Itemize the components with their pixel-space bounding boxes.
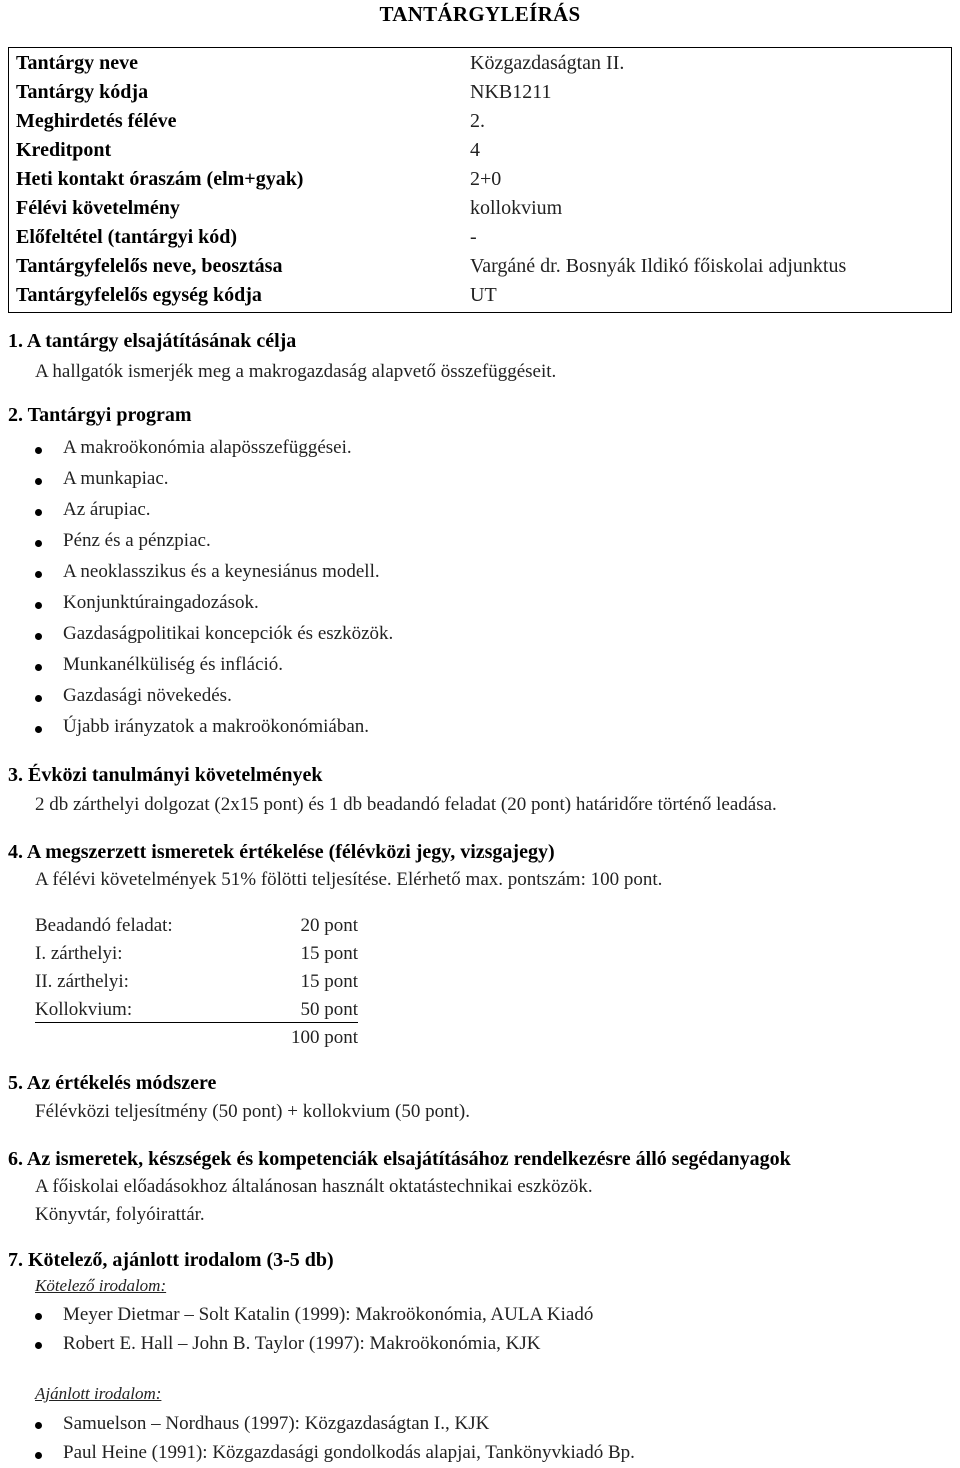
- section-6-heading: 6. Az ismeretek, készségek és kompetenciák elsajátításához rendelkezésre álló segédanyagok: [8, 1148, 791, 1170]
- info-label: Tantárgyfelelős egység kódja: [16, 284, 262, 306]
- info-value: Közgazdaságtan II.: [470, 52, 625, 74]
- score-value: 15 pont: [300, 943, 358, 964]
- section-3-text: 2 db zárthelyi dolgozat (2x15 pont) és 1 db beadandó feladat (20 pont) határidőre történő leadása.: [35, 794, 777, 815]
- score-label: Beadandó feladat:: [35, 915, 173, 936]
- bullet-icon: [35, 695, 42, 702]
- bullet-icon: [35, 602, 42, 609]
- info-value: -: [470, 226, 477, 248]
- info-row-credits: [9, 136, 951, 165]
- bullet-icon: [35, 447, 42, 454]
- bullet-icon: [35, 1452, 42, 1459]
- info-row-prerequisite: [9, 223, 951, 252]
- info-label: Tantárgyfelelős neve, beosztása: [16, 255, 283, 277]
- page-title: TANTÁRGYLEÍRÁS: [379, 2, 581, 26]
- bullet-icon: [35, 664, 42, 671]
- bullet-icon: [35, 509, 42, 516]
- score-value: 20 pont: [300, 915, 358, 936]
- bullet-icon: [35, 540, 42, 547]
- required-literature-item: Robert E. Hall – John B. Taylor (1997): Makroökonómia, KJK: [63, 1333, 541, 1354]
- info-value: Vargáné dr. Bosnyák Ildikó főiskolai adjunktus: [470, 255, 847, 277]
- bullet-icon: [35, 571, 42, 578]
- program-item: A makroökonómia alapösszefüggései.: [63, 437, 352, 458]
- score-value: 15 pont: [300, 971, 358, 992]
- info-label: Heti kontakt óraszám (elm+gyak): [16, 168, 304, 190]
- score-label: II. zárthelyi:: [35, 971, 129, 992]
- info-row-code: [9, 78, 951, 107]
- recommended-literature-item: Paul Heine (1991): Közgazdasági gondolkodás alapjai, Tankönyvkiadó Bp.: [63, 1442, 635, 1463]
- recommended-literature-item: Samuelson – Nordhaus (1997): Közgazdaságtan I., KJK: [63, 1413, 490, 1434]
- program-item: Pénz és a pénzpiac.: [63, 530, 211, 551]
- program-item: A munkapiac.: [63, 468, 169, 489]
- bullet-icon: [35, 1313, 42, 1320]
- course-info-table: [8, 47, 952, 313]
- program-item: Gazdaságpolitikai koncepciók és eszközök.: [63, 623, 394, 644]
- info-label: Kreditpont: [16, 139, 112, 161]
- program-item: Konjunktúraingadozások.: [63, 592, 259, 613]
- info-value: UT: [470, 284, 497, 306]
- section-5-text: Félévközi teljesítmény (50 pont) + kollokvium (50 pont).: [35, 1101, 470, 1122]
- section-7-heading: 7. Kötelező, ajánlott irodalom (3-5 db): [8, 1249, 334, 1271]
- info-value: 2.: [470, 110, 485, 132]
- score-value: 50 pont: [300, 999, 358, 1020]
- bullet-icon: [35, 1342, 42, 1349]
- section-4-heading: 4. A megszerzett ismeretek értékelése (félévközi jegy, vizsgajegy): [8, 841, 555, 863]
- score-label: I. zárthelyi:: [35, 943, 123, 964]
- score-total: 100 pont: [290, 1027, 358, 1048]
- section-4-text: A félévi követelmények 51% fölötti teljesítése. Elérhető max. pontszám: 100 pont.: [35, 869, 663, 890]
- program-item: A neoklasszikus és a keynesiánus modell.: [63, 561, 380, 582]
- info-label: Félévi követelmény: [16, 197, 180, 219]
- info-value: kollokvium: [470, 197, 563, 219]
- program-item: Újabb irányzatok a makroökonómiában.: [63, 716, 370, 737]
- section-3-heading: 3. Évközi tanulmányi követelmények: [8, 764, 323, 786]
- program-item: Munkanélküliség és infláció.: [63, 654, 284, 675]
- info-row-unit: [9, 281, 951, 310]
- info-value: NKB1211: [470, 81, 552, 103]
- bullet-icon: [35, 478, 42, 485]
- section-6-line: Könyvtár, folyóirattár.: [35, 1204, 205, 1225]
- info-row-name: [9, 49, 951, 78]
- info-label: Tantárgy neve: [16, 52, 139, 74]
- info-label: Meghirdetés féléve: [16, 110, 177, 132]
- section-5-heading: 5. Az értékelés módszere: [8, 1072, 217, 1094]
- section-2-heading: 2. Tantárgyi program: [8, 404, 192, 426]
- recommended-literature-label: Ajánlott irodalom:: [35, 1384, 162, 1403]
- bullet-icon: [35, 726, 42, 733]
- info-row-hours: [9, 165, 951, 194]
- program-item: Gazdasági növekedés.: [63, 685, 232, 706]
- section-6-line: A főiskolai előadásokhoz általánosan használt oktatástechnikai eszközök.: [35, 1176, 593, 1197]
- info-label: Előfeltétel (tantárgyi kód): [16, 226, 238, 248]
- info-row-responsible: [9, 252, 951, 281]
- info-value: 2+0: [470, 168, 502, 190]
- info-label: Tantárgy kódja: [16, 81, 149, 103]
- info-row-requirement: [9, 194, 951, 223]
- section-1-heading: 1. A tantárgy elsajátításának célja: [8, 330, 297, 352]
- required-literature-item: Meyer Dietmar – Solt Katalin (1999): Makroökonómia, AULA Kiadó: [63, 1304, 594, 1325]
- program-item: Az árupiac.: [63, 499, 151, 520]
- section-1-text: A hallgatók ismerjék meg a makrogazdaság alapvető összefüggéseit.: [35, 361, 557, 382]
- info-value: 4: [470, 139, 480, 161]
- bullet-icon: [35, 1422, 42, 1429]
- info-row-semester: [9, 107, 951, 136]
- score-label: Kollokvium:: [35, 999, 133, 1020]
- bullet-icon: [35, 633, 42, 640]
- required-literature-label: Kötelező irodalom:: [35, 1276, 167, 1295]
